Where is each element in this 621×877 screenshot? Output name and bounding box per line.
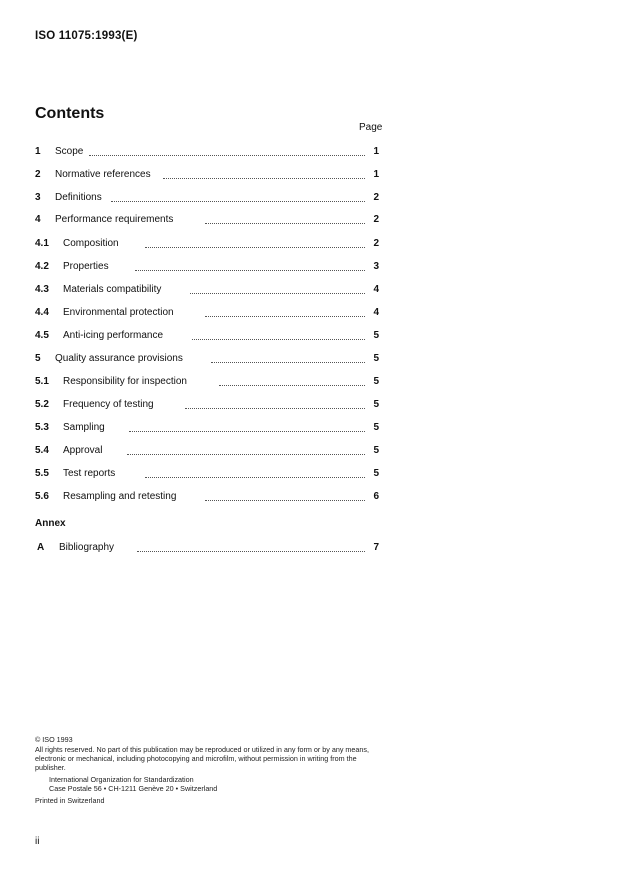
toc-dot-leader xyxy=(137,541,365,552)
toc-entry[interactable] xyxy=(35,283,379,297)
toc-entry-page: 1 xyxy=(373,146,379,157)
toc-entry-number: 4 xyxy=(35,214,41,225)
toc-entry[interactable] xyxy=(35,191,379,205)
toc-entry-number: 2 xyxy=(35,169,41,180)
toc-entry-number: 5.6 xyxy=(35,491,49,502)
toc-dot-leader xyxy=(145,467,365,478)
toc-entry-number: 4.5 xyxy=(35,330,49,341)
toc-entry-page: 4 xyxy=(373,284,379,295)
annex-heading: Annex xyxy=(35,518,66,529)
toc-dot-leader xyxy=(205,490,365,501)
toc-dot-leader xyxy=(129,421,365,432)
copyright-notice: © ISO 1993 xyxy=(35,735,73,744)
toc-entry-page: 5 xyxy=(373,422,379,433)
toc-entry-number: 3 xyxy=(35,192,41,203)
toc-entry-number: 4.2 xyxy=(35,261,49,272)
organization-address: Case Postale 56 • CH-1211 Genève 20 • Switzerland xyxy=(49,784,218,793)
toc-entry-number: 4.3 xyxy=(35,284,49,295)
toc-dot-leader xyxy=(190,283,365,294)
toc-entry-page: 5 xyxy=(373,399,379,410)
toc-entry-page: 2 xyxy=(373,192,379,203)
toc-entry-page: 2 xyxy=(373,238,379,249)
toc-entry[interactable] xyxy=(35,490,379,504)
contents-title: Contents xyxy=(35,105,105,122)
toc-entry-number: 5.3 xyxy=(35,422,49,433)
toc-entry[interactable] xyxy=(35,444,379,458)
annex-entry-letter: A xyxy=(37,542,45,553)
toc-entry-title: Anti-icing performance xyxy=(63,330,164,341)
toc-entry-title: Approval xyxy=(63,445,103,456)
toc-entry-page: 4 xyxy=(373,307,379,318)
annex-entry-page: 7 xyxy=(373,542,379,553)
toc-entry-page: 1 xyxy=(373,169,379,180)
annex-entry[interactable] xyxy=(35,541,379,555)
toc-entry-title: Normative references xyxy=(55,169,151,180)
toc-entry-page: 5 xyxy=(373,468,379,479)
toc-entry-page: 2 xyxy=(373,214,379,225)
toc-entry-title: Responsibility for inspection xyxy=(63,376,187,387)
rights-statement: All rights reserved. No part of this publication may be reproduced or utilized in any form or by any means, electronic or mechanical, including photocopying and microfilm, without permission in writing from the publisher. xyxy=(35,745,369,772)
toc-entry-page: 5 xyxy=(373,376,379,387)
toc-entry-number: 5.1 xyxy=(35,376,49,387)
toc-entry[interactable] xyxy=(35,145,379,159)
toc-entry[interactable] xyxy=(35,237,379,251)
toc-entry-page: 5 xyxy=(373,353,379,364)
toc-entry-number: 5.2 xyxy=(35,399,49,410)
toc-entry-title: Resampling and retesting xyxy=(63,491,177,502)
toc-dot-leader xyxy=(185,398,365,409)
toc-dot-leader xyxy=(211,352,365,363)
toc-dot-leader xyxy=(192,329,365,340)
toc-entry-title: Test reports xyxy=(63,468,116,479)
toc-entry[interactable] xyxy=(35,375,379,389)
toc-entry-title: Quality assurance provisions xyxy=(55,353,183,364)
toc-entry-title: Frequency of testing xyxy=(63,399,154,410)
toc-dot-leader xyxy=(89,145,365,156)
toc-entry[interactable] xyxy=(35,352,379,366)
toc-entry[interactable] xyxy=(35,467,379,481)
toc-dot-leader xyxy=(163,168,365,179)
toc-entry-number: 5.5 xyxy=(35,468,49,479)
toc-entry-number: 4.4 xyxy=(35,307,49,318)
toc-entry[interactable] xyxy=(35,421,379,435)
document-header: ISO 11075:1993(E) xyxy=(35,30,138,42)
toc-dot-leader xyxy=(111,191,365,202)
toc-dot-leader xyxy=(219,375,365,386)
printed-location: Printed in Switzerland xyxy=(35,796,105,805)
toc-entry[interactable] xyxy=(35,329,379,343)
toc-entry-title: Performance requirements xyxy=(55,214,174,225)
toc-entry-title: Composition xyxy=(63,238,119,249)
toc-entry[interactable] xyxy=(35,213,379,227)
toc-entry-title: Sampling xyxy=(63,422,105,433)
toc-entry[interactable] xyxy=(35,306,379,320)
toc-dot-leader xyxy=(205,213,365,224)
toc-dot-leader xyxy=(205,306,365,317)
toc-entry[interactable] xyxy=(35,398,379,412)
toc-entry-title: Scope xyxy=(55,146,84,157)
toc-entry-title: Definitions xyxy=(55,192,102,203)
toc-entry-page: 5 xyxy=(373,445,379,456)
toc-entry-title: Properties xyxy=(63,261,109,272)
toc-dot-leader xyxy=(135,260,365,271)
toc-entry-title: Materials compatibility xyxy=(63,284,162,295)
toc-entry[interactable] xyxy=(35,168,379,182)
copyright-block xyxy=(35,735,385,805)
page-number: ii xyxy=(35,836,40,847)
annex-entry-title: Bibliography xyxy=(59,542,115,553)
toc-dot-leader xyxy=(127,444,365,455)
organization-name: International Organization for Standardization xyxy=(49,775,194,784)
toc-dot-leader xyxy=(145,237,365,248)
toc-entry-number: 5.4 xyxy=(35,445,49,456)
toc-entry-page: 6 xyxy=(373,491,379,502)
toc-entry-title: Environmental protection xyxy=(63,307,174,318)
toc-entry[interactable] xyxy=(35,260,379,274)
toc-entry-number: 4.1 xyxy=(35,238,49,249)
toc-entry-page: 3 xyxy=(373,261,379,272)
toc-entry-number: 1 xyxy=(35,146,41,157)
toc-entry-page: 5 xyxy=(373,330,379,341)
page-column-label: Page xyxy=(359,122,383,133)
toc-entry-number: 5 xyxy=(35,353,41,364)
